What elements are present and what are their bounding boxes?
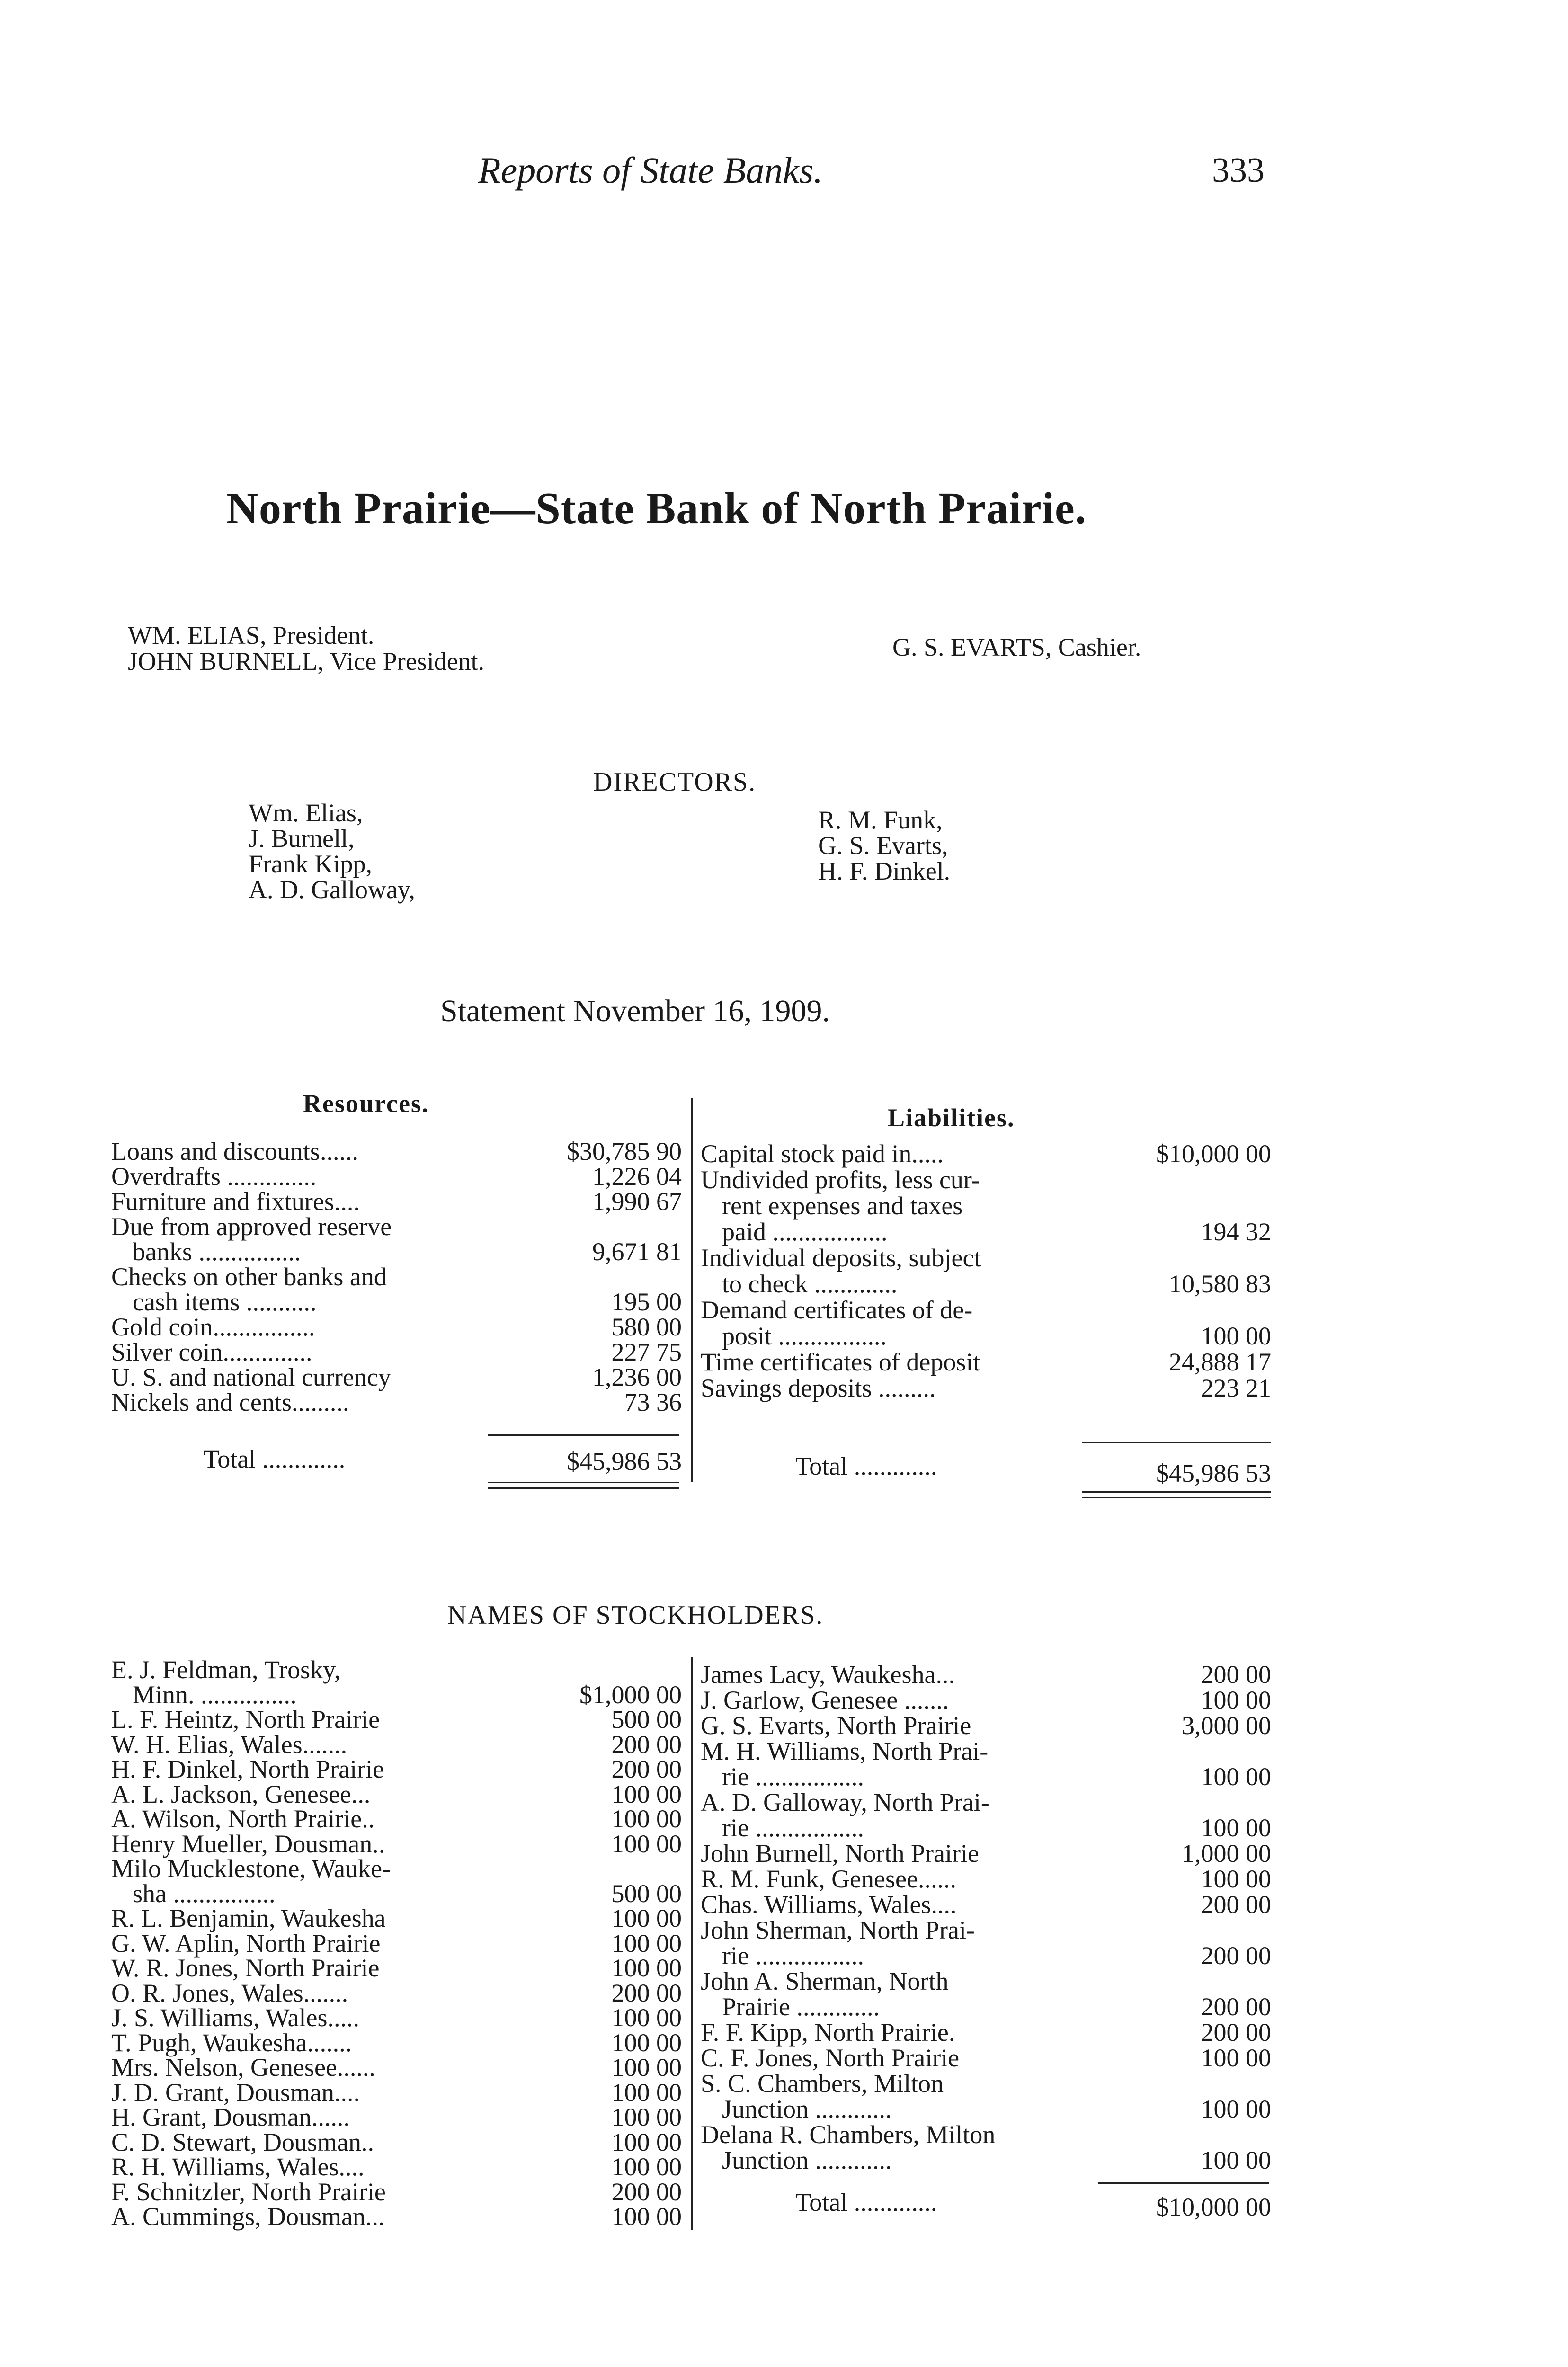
stockholder-right-amount: 100 00 [1201,1814,1271,1842]
page-number: 333 [1212,151,1265,190]
column-divider [691,1098,693,1482]
stockholder-right-label: R. M. Funk, Genesee...... [701,1865,956,1893]
stockholder-left-label: E. J. Feldman, Trosky, [111,1655,341,1684]
stockholder-right-label: F. F. Kipp, North Prairie. [701,2018,955,2047]
stockholder-left-amount: 100 00 [611,1929,682,1958]
stockholder-right-label: S. C. Chambers, Milton [701,2069,944,2098]
running-title: Reports of State Banks. [478,150,823,191]
liabilities-row-label: posit ................. [722,1322,887,1350]
resources-row-amount: 227 75 [611,1338,682,1366]
stockholder-left-label: Minn. ............... [133,1680,297,1709]
stockholders-total-rule [1098,2182,1269,2184]
resources-row-label: Nickels and cents......... [111,1388,349,1416]
stockholder-left-amount: 100 00 [611,1904,682,1932]
stockholder-left-label: F. Schnitzler, North Prairie [111,2177,386,2206]
vice-president-line: JOHN BURNELL, Vice President. [128,647,485,676]
stockholder-left-amount: 200 00 [611,1755,682,1783]
director-name: J. Burnell, [249,824,355,853]
liabilities-double-rule-1 [1082,1491,1271,1493]
stockholder-left-label: H. Grant, Dousman...... [111,2103,350,2131]
stockholder-left-amount: 100 00 [611,1780,682,1808]
stockholder-left-label: R. L. Benjamin, Waukesha [111,1904,386,1932]
stockholder-left-amount: 200 00 [611,1730,682,1759]
stockholder-right-amount: 100 00 [1201,2044,1271,2072]
stockholder-left-label: H. F. Dinkel, North Prairie [111,1755,384,1783]
stockholder-right-amount: 100 00 [1201,2095,1271,2123]
resources-row-label: Gold coin................ [111,1313,315,1341]
liabilities-row-amount: 10,580 83 [1169,1270,1271,1298]
stockholder-right-label: Chas. Williams, Wales.... [701,1890,957,1919]
liabilities-row-amount: 100 00 [1201,1322,1271,1350]
stockholder-right-amount: 200 00 [1201,1660,1271,1689]
president-line: WM. ELIAS, President. [128,621,374,650]
stockholder-right-label: Delana R. Chambers, Milton [701,2120,996,2149]
resources-row-label: Overdrafts .............. [111,1162,317,1191]
resources-row-label: banks ................ [133,1237,301,1266]
resources-double-rule-2 [488,1487,679,1489]
stockholder-right-amount: 3,000 00 [1182,1711,1271,1740]
liabilities-row-label: to check ............. [722,1270,898,1298]
stockholder-left-label: sha ................ [133,1879,276,1908]
liabilities-double-rule-2 [1082,1497,1271,1498]
stockholder-right-label: C. F. Jones, North Prairie [701,2044,960,2072]
stockholder-left-amount: 100 00 [611,2103,682,2131]
resources-row-label: cash items ........... [133,1288,317,1316]
stockholder-left-label: L. F. Heintz, North Prairie [111,1705,380,1734]
liabilities-row-label: Capital stock paid in..... [701,1139,944,1168]
liabilities-total-rule [1082,1442,1271,1443]
resources-row-amount: $30,785 90 [567,1137,682,1166]
directors-heading: DIRECTORS. [593,767,757,797]
stockholder-right-amount: 1,000 00 [1182,1839,1271,1868]
stockholder-right-label: rie ................. [722,1762,864,1791]
stockholder-left-label: W. H. Elias, Wales....... [111,1730,347,1759]
resources-row-amount: 580 00 [611,1313,682,1341]
stockholder-right-amount: 100 00 [1201,1686,1271,1714]
resources-row-label: Loans and discounts...... [111,1137,358,1166]
stockholder-right-label: Prairie ............. [722,1993,880,2021]
liabilities-row-amount: 223 21 [1201,1374,1271,1402]
resources-total-label: Total ............. [204,1445,346,1473]
stockholder-left-label: J. S. Williams, Wales..... [111,2003,359,2032]
stockholder-right-label: rie ................. [722,1941,864,1970]
liabilities-row-label: Undivided profits, less cur- [701,1166,980,1194]
stockholder-right-amount: 200 00 [1201,1890,1271,1919]
liabilities-row-label: Individual deposits, subject [701,1244,981,1272]
stockholder-right-amount: 200 00 [1201,1941,1271,1970]
resources-total-amount: $45,986 53 [567,1447,682,1476]
stockholder-right-label: John A. Sherman, North [701,1967,949,1995]
stockholder-left-amount: 100 00 [611,2028,682,2057]
stockholder-left-amount: 100 00 [611,2127,682,2156]
stockholder-left-label: A. L. Jackson, Genesee... [111,1780,371,1808]
director-name: A. D. Galloway, [249,875,415,904]
resources-row-label: U. S. and national currency [111,1363,391,1391]
liabilities-row-amount: 194 32 [1201,1218,1271,1246]
resources-heading: Resources. [303,1089,429,1118]
stockholder-left-label: J. D. Grant, Dousman.... [111,2078,360,2107]
resources-row-label: Furniture and fixtures.... [111,1187,360,1216]
resources-row-amount: 1,990 67 [592,1187,682,1216]
stockholder-left-label: G. W. Aplin, North Prairie [111,1929,381,1958]
stockholder-right-label: rie ................. [722,1814,864,1842]
resources-row-amount: 1,226 04 [592,1162,682,1191]
director-name: H. F. Dinkel. [818,857,951,885]
stockholder-left-label: T. Pugh, Waukesha....... [111,2028,352,2057]
stockholder-right-label: A. D. Galloway, North Prai- [701,1788,989,1816]
resources-row-label: Due from approved reserve [111,1212,392,1241]
liabilities-row-amount: 24,888 17 [1169,1348,1271,1376]
stockholder-right-label: J. Garlow, Genesee ....... [701,1686,949,1714]
stockholder-left-amount: 100 00 [611,1829,682,1858]
director-name: R. M. Funk, [818,806,943,834]
stockholder-right-label: M. H. Williams, North Prai- [701,1737,989,1765]
liabilities-row-label: Demand certificates of de- [701,1296,973,1324]
director-name: Wm. Elias, [249,799,363,827]
stockholders-divider [691,1657,693,2230]
resources-row-amount: 195 00 [611,1288,682,1316]
resources-row-amount: 73 36 [624,1388,682,1416]
bank-title: North Prairie—State Bank of North Prairie. [226,484,1087,533]
stockholder-left-label: A. Wilson, North Prairie.. [111,1805,375,1833]
stockholder-left-amount: 200 00 [611,2177,682,2206]
stockholder-left-amount: 500 00 [611,1705,682,1734]
resources-row-amount: 9,671 81 [592,1237,682,1266]
stockholder-left-label: R. H. Williams, Wales.... [111,2153,365,2181]
liabilities-total-label: Total ............. [795,1452,937,1480]
liabilities-row-label: paid .................. [722,1218,888,1246]
stockholder-right-amount: 100 00 [1201,2146,1271,2174]
director-name: Frank Kipp, [249,850,372,878]
stockholder-left-amount: 100 00 [611,2078,682,2107]
directors-left-list [249,800,415,902]
resources-total-rule [488,1434,679,1436]
liabilities-row-label: Savings deposits ......... [701,1374,936,1402]
stockholder-left-label: O. R. Jones, Wales....... [111,1978,348,2007]
statement-date: Statement November 16, 1909. [440,994,830,1028]
stockholder-right-label: Junction ............ [722,2146,892,2174]
stockholder-left-label: Milo Mucklestone, Wauke- [111,1854,391,1883]
resources-double-rule-1 [488,1482,679,1483]
liabilities-row-label: rent expenses and taxes [722,1192,963,1220]
stockholder-left-label: C. D. Stewart, Dousman.. [111,2127,374,2156]
liabilities-heading: Liabilities. [888,1103,1015,1132]
director-name: G. S. Evarts, [818,831,948,860]
stockholders-total-amount: $10,000 00 [1156,2193,1271,2221]
liabilities-row-label: Time certificates of deposit [701,1348,980,1376]
stockholder-left-amount: 200 00 [611,1978,682,2007]
stockholders-total-label: Total ............. [795,2188,937,2216]
stockholder-left-amount: 100 00 [611,1805,682,1833]
stockholder-left-amount: 100 00 [611,2153,682,2181]
stockholders-heading: NAMES OF STOCKHOLDERS. [447,1601,824,1630]
stockholder-left-amount: 100 00 [611,2003,682,2032]
cashier-line: G. S. EVARTS, Cashier. [892,633,1141,661]
stockholder-right-amount: 100 00 [1201,1762,1271,1791]
stockholder-left-amount: $1,000 00 [579,1680,682,1709]
stockholder-right-amount: 100 00 [1201,1865,1271,1893]
resources-row-label: Checks on other banks and [111,1263,387,1291]
stockholder-right-amount: 200 00 [1201,1993,1271,2021]
stockholder-left-label: Henry Mueller, Dousman.. [111,1829,385,1858]
stockholder-right-label: Junction ............ [722,2095,892,2123]
resources-row-amount: 1,236 00 [592,1363,682,1391]
stockholder-right-label: James Lacy, Waukesha... [701,1660,955,1689]
stockholder-left-amount: 500 00 [611,1879,682,1908]
stockholder-right-label: G. S. Evarts, North Prairie [701,1711,971,1740]
resources-row-label: Silver coin.............. [111,1338,312,1366]
stockholder-left-label: Mrs. Nelson, Genesee...... [111,2053,375,2082]
stockholder-right-label: John Sherman, North Prai- [701,1916,975,1944]
liabilities-row-amount: $10,000 00 [1156,1139,1271,1168]
stockholder-right-amount: 200 00 [1201,2018,1271,2047]
liabilities-total-amount: $45,986 53 [1156,1459,1271,1487]
stockholder-left-label: W. R. Jones, North Prairie [111,1954,380,1982]
stockholder-left-label: A. Cummings, Dousman... [111,2202,385,2231]
stockholder-left-amount: 100 00 [611,1954,682,1982]
stockholder-left-amount: 100 00 [611,2053,682,2082]
stockholder-right-label: John Burnell, North Prairie [701,1839,979,1868]
directors-right-list [818,807,950,884]
stockholder-left-amount: 100 00 [611,2202,682,2231]
